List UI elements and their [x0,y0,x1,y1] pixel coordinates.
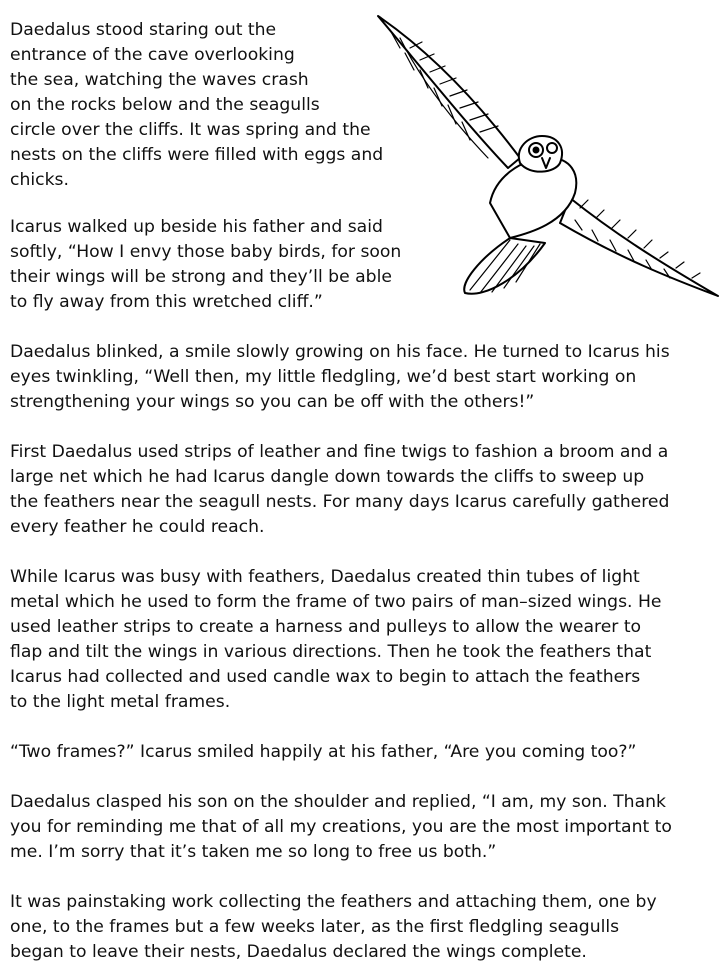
story-line: Icarus had collected and used candle wax to begin to attach the feathers [10,667,641,687]
story-line: Daedalus blinked, a smile slowly growing on his face. He turned to Icarus his [10,342,670,362]
story-line: softly, “How I envy those baby birds, for soon [10,242,402,262]
story-line: While Icarus was busy with feathers, Daedalus created thin tubes of light [10,567,640,587]
story-line: me. I’m sorry that it’s taken me so long to free us both.” [10,842,497,862]
story-line: every feather he could reach. [10,517,265,537]
story-line: Icarus walked up beside his father and said [10,217,383,237]
seagull-icon [370,8,720,308]
story-line: their wings will be strong and they’ll be able [10,267,392,287]
story-line: strengthening your wings so you can be off with the others!” [10,392,535,412]
story-line: on the rocks below and the seagulls [10,95,320,115]
story-line: metal which he used to form the frame of two pairs of man–sized wings. He [10,592,662,612]
story-line: one, to the frames but a few weeks later, as the first fledgling seagulls [10,917,620,937]
story-line: flap and tilt the wings in various directions. Then he took the feathers that [10,642,652,662]
story-line: you for reminding me that of all my creations, you are the most important to [10,817,672,837]
story-line: Daedalus clasped his son on the shoulder and replied, “I am, my son. Thank [10,792,666,812]
story-line: began to leave their nests, Daedalus declared the wings complete. [10,942,587,962]
story-line: chicks. [10,170,69,190]
story-line: “Two frames?” Icarus smiled happily at his father, “Are you coming too?” [10,742,637,762]
story-line: used leather strips to create a harness and pulleys to allow the wearer to [10,617,642,637]
story-line: First Daedalus used strips of leather and fine twigs to fashion a broom and a [10,442,669,462]
story-line: large net which he had Icarus dangle down towards the cliffs to sweep up [10,467,645,487]
story-line: circle over the cliffs. It was spring and the [10,120,371,140]
story-line: the feathers near the seagull nests. For many days Icarus carefully gathered [10,492,670,512]
story-line: It was painstaking work collecting the feathers and attaching them, one by [10,892,657,912]
story-line: to fly away from this wretched cliff.” [10,292,323,312]
story-line: the sea, watching the waves crash [10,70,309,90]
story-line: Daedalus stood staring out the [10,20,277,40]
story-line: entrance of the cave overlooking [10,45,295,65]
story-line: to the light metal frames. [10,692,231,712]
story-line: nests on the cliffs were filled with eggs and [10,145,384,165]
story-line: eyes twinkling, “Well then, my little fledgling, we’d best start working on [10,367,637,387]
